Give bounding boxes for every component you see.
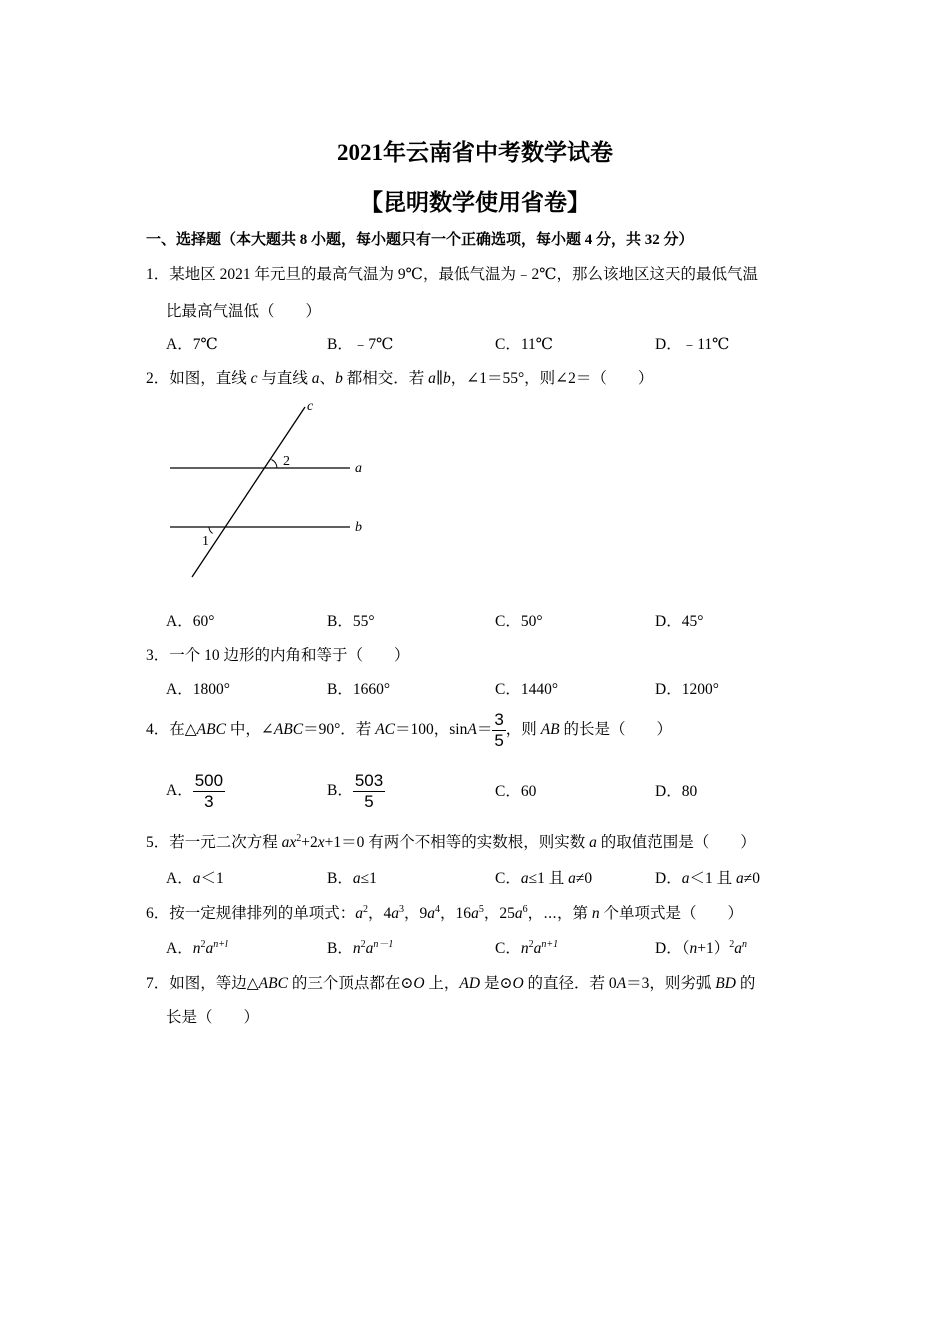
q6-option-c: C．$n^2a^{n+1}$ xyxy=(495,938,559,957)
page-subtitle: 【昆明数学使用省卷】 xyxy=(360,190,590,215)
question-4: 4．在△ABC 中，∠ABC＝90°．若 AC＝100，sinA＝ $\frac{3}{5}$ ，则 AB 的长是（ ） xyxy=(146,710,673,750)
q3-option-d: D．1200° xyxy=(655,681,719,698)
section-heading: 一、选择题（本大题共 8 小题，每小题只有一个正确选项，每小题 4 分，共 32 分） xyxy=(146,232,694,248)
q1-option-d: D．﹣11℃ xyxy=(655,336,730,353)
q4-option-d: D．80 xyxy=(655,783,698,800)
q4-option-c: C．60 xyxy=(495,783,537,800)
q2-option-d: D．45° xyxy=(655,613,704,630)
label-a: a xyxy=(355,461,362,476)
q6-option-a: A．$n^2a^{n+l}$ xyxy=(166,938,228,957)
q5-option-b: B．a≤1 xyxy=(327,870,377,887)
q2-option-c: C．50° xyxy=(495,613,543,630)
label-b: b xyxy=(355,520,362,535)
q2-option-b: B．55° xyxy=(327,613,375,630)
q5-option-d: D．a＜1 且 a≠0 xyxy=(655,870,760,887)
question-3: 3．一个 10 边形的内角和等于（ ） xyxy=(146,647,410,664)
question-6: 6．按一定规律排列的单项式：$a^2$，$4a^3$，$9a^4$，$16a^5$，$25a^6$，⋯，第 n 个单项式是（ ） xyxy=(146,903,744,922)
q4-option-b: B． $\frac{503}{5}$ xyxy=(327,771,384,811)
q1-option-a: A．7℃ xyxy=(166,336,218,353)
question-1-line1: 1．某地区 2021 年元旦的最高气温为 9℃，最低气温为﹣2℃，那么该地区这天的最低气温 xyxy=(146,266,759,283)
question-5: 5．若一元二次方程 $ax^2+2x+1=0$ 有两个不相等的实数根，则实数 a 的取值范围是（ ） xyxy=(146,832,756,851)
label-angle-1: 1 xyxy=(202,534,209,549)
q1-option-c: C．11℃ xyxy=(495,336,554,353)
question-2: 2．如图，直线 c 与直线 a、b 都相交．若 a∥b，∠1＝55°，则∠2＝（ ） xyxy=(146,370,654,387)
q2-option-a: A．60° xyxy=(166,613,215,630)
question-7-line2: 长是（ ） xyxy=(166,1009,260,1026)
page-title: 2021年云南省中考数学试卷 xyxy=(337,140,613,165)
q3-option-c: C．1440° xyxy=(495,681,559,698)
angle-2-arc xyxy=(272,460,278,469)
q4-option-a: A． $\frac{500}{3}$ xyxy=(166,771,224,811)
line-c xyxy=(192,407,305,577)
label-angle-2: 2 xyxy=(283,454,290,469)
fraction-3-5: $\frac{3}{5}$ xyxy=(494,710,504,750)
q3-option-b: B．1660° xyxy=(327,681,391,698)
question-1-line2: 比最高气温低（ ） xyxy=(166,303,322,320)
q6-option-b: B．$n^2a^{n-1}$ xyxy=(327,938,394,957)
parallel-lines-figure xyxy=(160,395,380,585)
q1-option-b: B．﹣7℃ xyxy=(327,336,394,353)
label-c: c xyxy=(307,399,314,414)
q3-option-a: A．1800° xyxy=(166,681,230,698)
q5-option-c: C．a≤1 且 a≠0 xyxy=(495,870,593,887)
q6-option-d: D．$(n+1)^2a^n$ xyxy=(655,938,747,957)
question-7-line1: 7．如图，等边△ABC 的三个顶点都在⊙O 上，AD 是⊙O 的直径．若 0A＝3，则劣弧 BD 的 xyxy=(146,975,756,992)
q5-option-a: A．a＜1 xyxy=(166,870,224,887)
angle-1-arc xyxy=(209,527,213,533)
